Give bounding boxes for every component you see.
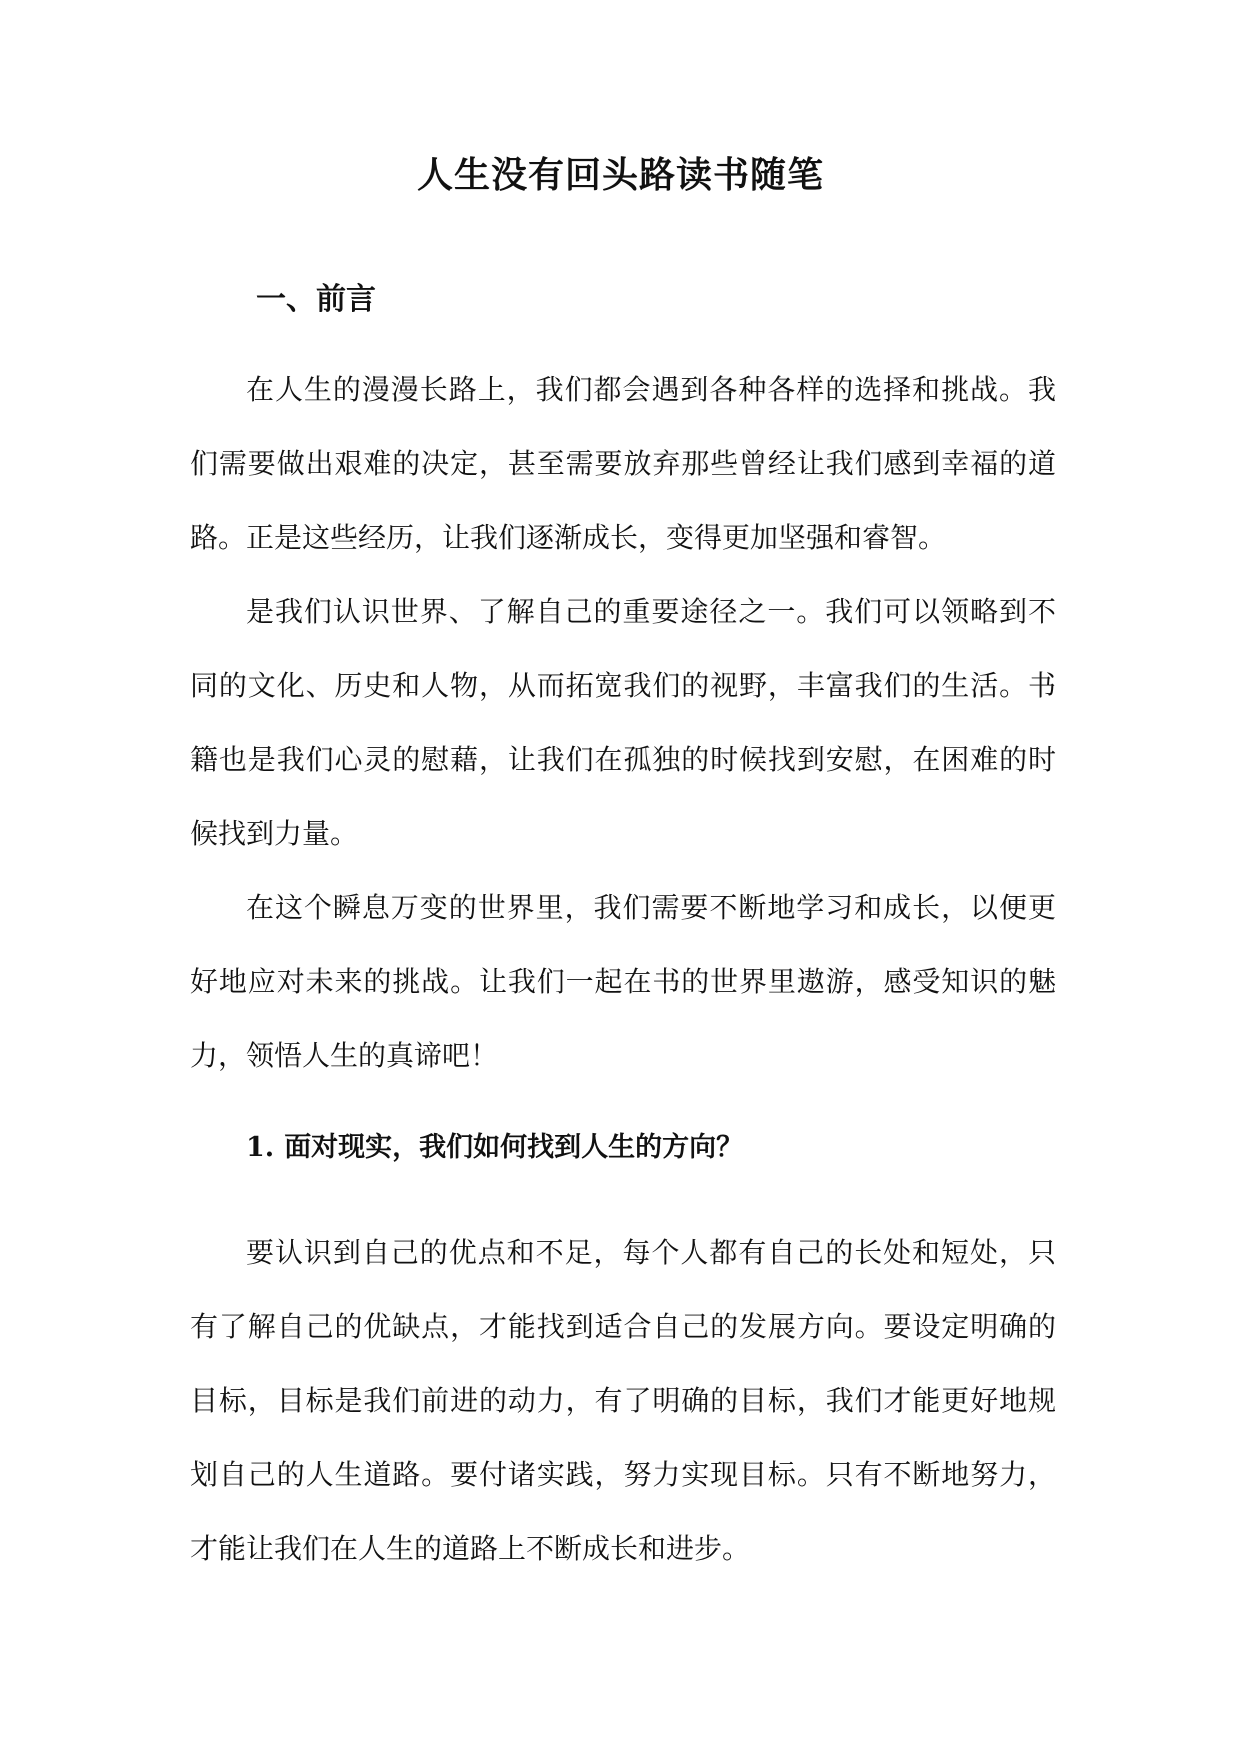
paragraph: 在人生的漫漫长路上，我们都会遇到各种各样的选择和挑战。我们需要做出艰难的决定，甚至需要放弃那些曾经让我们感到幸福的道路。正是这些经历，让我们逐渐成长，变得更加坚强和睿智。 xyxy=(190,373,1056,554)
paragraph: 是我们认识世界、了解自己的重要途径之一。我们可以领略到不同的文化、历史和人物，从而拓宽我们的视野，丰富我们的生活。书籍也是我们心灵的慰藉，让我们在孤独的时候找到安慰，在困难的时候找到力量。 xyxy=(190,595,1056,850)
subsection-number: 1. xyxy=(246,1132,275,1163)
section-heading-preface: 一、前言 xyxy=(256,282,376,317)
subsection-heading xyxy=(246,1126,743,1170)
paragraph: 要认识到自己的优点和不足，每个人都有自己的长处和短处，只有了解自己的优缺点，才能找到适合自己的发展方向。要设定明确的目标，目标是我们前进的动力，有了明确的目标，我们才能更好地规划自己的人生道路。要付诸实践，努力实现目标。只有不断地努力，才能让我们在人生的道路上不断成长和进步。 xyxy=(190,1236,1056,1565)
document-title: 人生没有回头路读书随笔 xyxy=(416,154,824,196)
subsection-heading-text: 面对现实，我们如何找到人生的方向？ xyxy=(284,1132,744,1163)
paragraph: 在这个瞬息万变的世界里，我们需要不断地学习和成长，以便更好地应对未来的挑战。让我们一起在书的世界里遨游，感受知识的魅力，领悟人生的真谛吧！ xyxy=(190,891,1056,1072)
